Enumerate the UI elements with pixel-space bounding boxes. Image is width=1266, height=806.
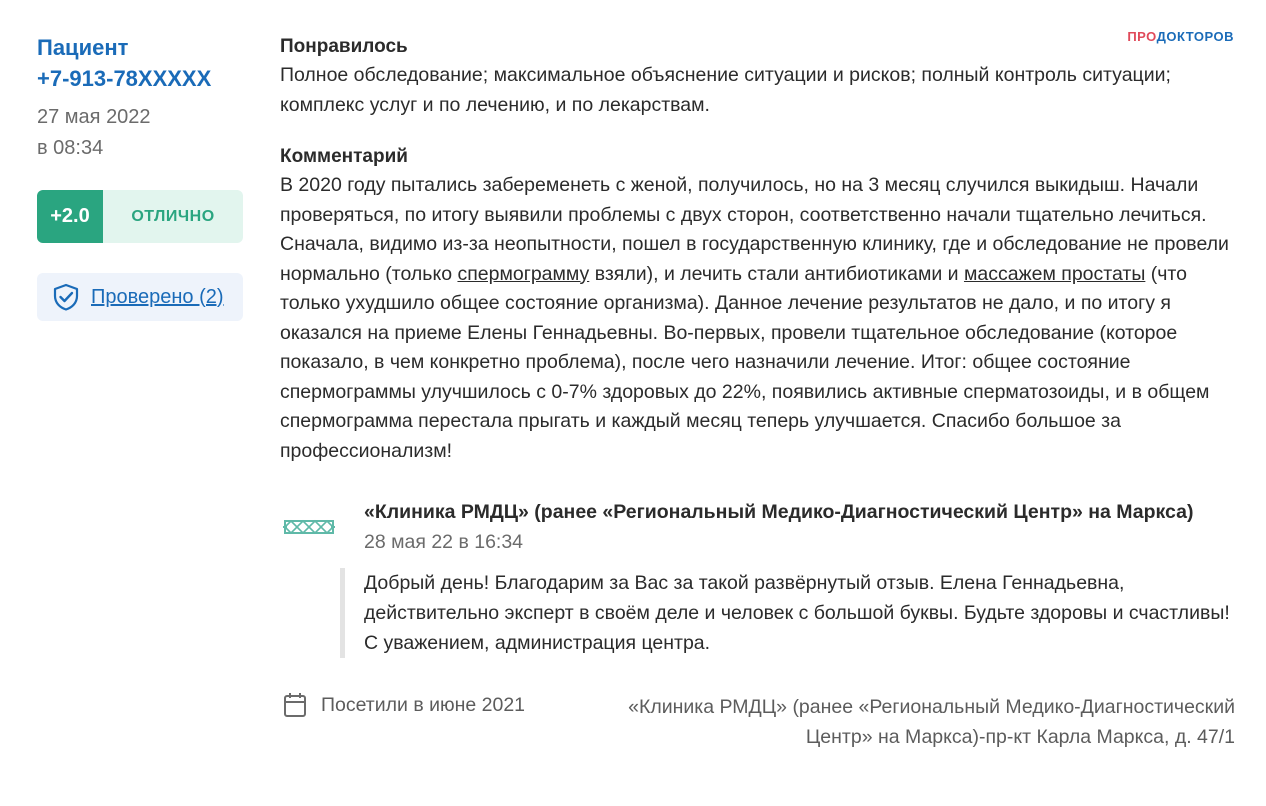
review-date-day: 27 мая 2022 [37,106,151,128]
review-date [37,102,247,164]
comment-text [280,171,1240,466]
comment-text-part3: (что только ухудшило общее состояние организма). Данное лечение результатов не дало, и по итогу я оказался на приеме Елены Геннадьевны. Во-первых, провели тщательное обследование (которое показало, в чем конкретно проблема), после чего назначили лечение. Итог: общее состояние спермограммы улучшилось с 0-7% здоровых до 22%, появились активные сперматозоиды, и в общем спермограмма перестала прыгать и каждый месяц теперь улучшается. Спасибо большое за профессионализм! [280,262,1210,462]
reply-text: Добрый день! Благодарим за Вас за такой развёрнутый отзыв. Елена Геннадьевна, действительно эксперт в своём деле и человек с большой буквы. Будьте здоровы и счастливы! С уважением, администрация центра. [340,568,1244,658]
review-content [280,32,1240,466]
clinic-logo-icon [283,515,335,539]
comment-text-part1: В 2020 году пытались забеременеть с женой, получилось, но на 3 месяц случился выкидыш. Начали проверяться, по итогу выявили проблемы с двух сторон, соответственно начали тщательно лечиться. Сначала, видимо из-за неопытности, пошел в государственную клинику, где и обследование не провели нормально (только [280,174,1229,285]
verified-badge[interactable] [37,273,243,321]
prostate-massage-link[interactable]: массажем простаты [963,262,1146,285]
rating-badge [37,190,243,243]
visit-date: Посетили в июне 2021 [321,693,526,716]
review-date-time: в 08:34 [37,137,104,159]
reply-date: 28 мая 22 в 16:34 [364,531,524,553]
author-phone: +7-913-78XXXXX [37,66,212,91]
spermogram-link[interactable]: спермограмму [457,262,590,285]
verified-link[interactable]: Проверено (2) [91,285,224,308]
rating-label: ОТЛИЧНО [103,190,243,243]
visit-info [283,692,525,718]
logo-part2: ДОКТОРОВ [1156,29,1234,44]
shield-check-icon [51,282,81,312]
reply-clinic-name[interactable]: «Клиника РМДЦ» (ранее «Региональный Медико-Диагностический Центр» на Маркса) [364,501,1194,523]
liked-title: Понравилось [280,36,408,57]
comment-text-part2: взяли), и лечить стали антибиотиками и [589,262,964,285]
liked-text: Полное обследование; максимальное объяснение ситуации и рисков; полный контроль ситуации; комплекс услуг и по лечению, и по лекарствам. [280,64,1171,116]
calendar-icon [283,692,307,718]
review-author-panel [37,32,247,321]
rating-score: +2.0 [37,190,103,243]
logo-part1: ПРО [1127,29,1157,44]
author-name: Пациент [37,35,129,60]
clinic-address: «Клиника РМДЦ» (ранее «Региональный Медико-Диагностический Центр» на Маркса)-пр-кт Карла Маркса, д. 47/1 [628,696,1235,748]
comment-title: Комментарий [280,146,408,167]
